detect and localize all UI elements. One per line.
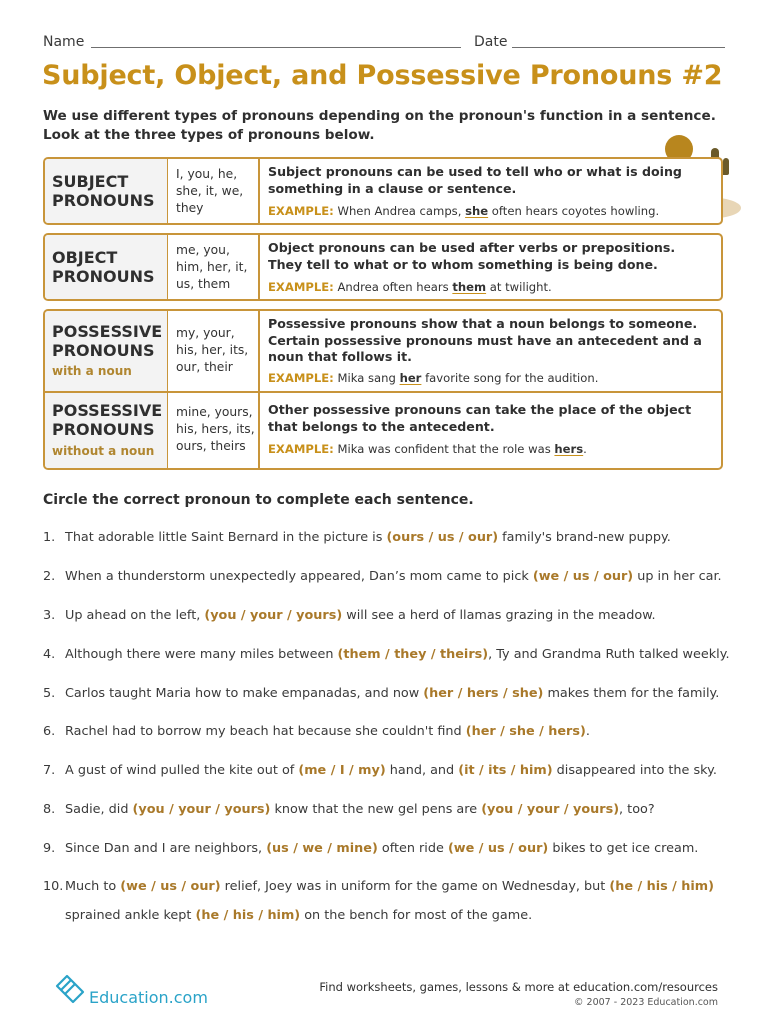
choice-group[interactable]: (me / I / my) [298, 763, 386, 778]
object-example: EXAMPLE: Andrea often hears them at twilight. [268, 280, 552, 294]
page-title: Subject, Object, and Possessive Pronouns #2 [42, 60, 723, 91]
possessive-with-definition: Possessive pronouns show that a noun belongs to someone. Certain possessive pronouns must have an antecedent and a noun that follows it. [268, 316, 702, 364]
date-label: Date [474, 34, 508, 50]
possessive-without-noun-row [45, 391, 721, 470]
object-pronoun-list: me, you, him, her, it, us, them [176, 243, 248, 291]
name-date-row [43, 34, 725, 52]
possessive-without-example: EXAMPLE: Mika was confident that the role was hers. [268, 442, 587, 456]
logo-text: Education.com [89, 988, 208, 1007]
object-type-name: OBJECT PRONOUNS [52, 248, 155, 286]
object-definition: Object pronouns can be used after verbs or prepositions. They tell to what or to whom something is being done. [268, 240, 676, 272]
education-logo[interactable] [53, 972, 213, 1008]
instructions: Circle the correct pronoun to complete each sentence. [43, 492, 474, 508]
possessive-with-type-name: POSSESSIVE PRONOUNS [52, 322, 163, 360]
question-10: 10. Much to (we / us / our) relief, Joey was in uniform for the game on Wednesday, but (he / his / him) sprained ankle kept (he / his / him) on the bench for most of the game. [43, 879, 714, 923]
choice-group[interactable]: (he / his / him) [195, 908, 301, 923]
choice-group[interactable]: (we / us / our) [120, 879, 221, 894]
possessive-with-sub: with a noun [52, 364, 132, 378]
choice-group[interactable]: (her / she / hers) [465, 724, 586, 739]
possessive-without-definition: Other possessive pronouns can take the place of the object that belongs to the antecedent. [268, 402, 692, 434]
date-field[interactable] [512, 47, 725, 48]
possessive-with-noun-row [45, 311, 721, 391]
footer-tagline[interactable]: Find worksheets, games, lessons & more at education.com/resources [319, 980, 718, 994]
intro-text: We use different types of pronouns depending on the pronoun's function in a sentence. Look at the three types of pronouns below. [43, 108, 716, 143]
subject-type-name: SUBJECT PRONOUNS [52, 172, 155, 210]
possessive-without-type-name: POSSESSIVE PRONOUNS [52, 401, 163, 439]
name-label: Name [43, 34, 85, 50]
possessive-with-example: EXAMPLE: Mika sang her favorite song for the audition. [268, 371, 599, 385]
choice-group[interactable]: (you / your / yours) [204, 608, 343, 623]
subject-definition: Subject pronouns can be used to tell who or what is doing something in a clause or sentence. [268, 164, 682, 196]
choice-group[interactable]: (them / they / theirs) [337, 647, 489, 662]
choice-group[interactable]: (ours / us / our) [386, 530, 499, 545]
object-pronouns-box [43, 233, 723, 301]
subject-example: EXAMPLE: When Andrea camps, she often hears coyotes howling. [268, 204, 660, 218]
possessive-without-sub: without a noun [52, 444, 155, 458]
footer-copyright: © 2007 - 2023 Education.com [574, 997, 718, 1008]
possessive-without-pronoun-list: mine, yours, his, hers, its, ours, theirs [176, 405, 255, 453]
name-field[interactable] [91, 47, 461, 48]
possessive-pronouns-box [43, 309, 723, 470]
subject-pronouns-box [43, 157, 723, 225]
choice-group[interactable]: (he / his / him) [609, 879, 714, 894]
choice-group[interactable]: (us / we / mine) [266, 841, 378, 856]
choice-group[interactable]: (we / us / our) [532, 569, 634, 584]
choice-group[interactable]: (you / your / yours) [132, 802, 271, 817]
choice-group[interactable]: (we / us / our) [447, 841, 549, 856]
subject-pronoun-list: I, you, he, she, it, we, they [176, 167, 244, 215]
choice-group[interactable]: (you / your / yours) [481, 802, 620, 817]
education-logo-icon [53, 972, 87, 1006]
choice-group[interactable]: (her / hers / she) [423, 686, 544, 701]
possessive-with-pronoun-list: my, your, his, her, its, our, their [176, 326, 249, 374]
choice-group[interactable]: (it / its / him) [458, 763, 553, 778]
